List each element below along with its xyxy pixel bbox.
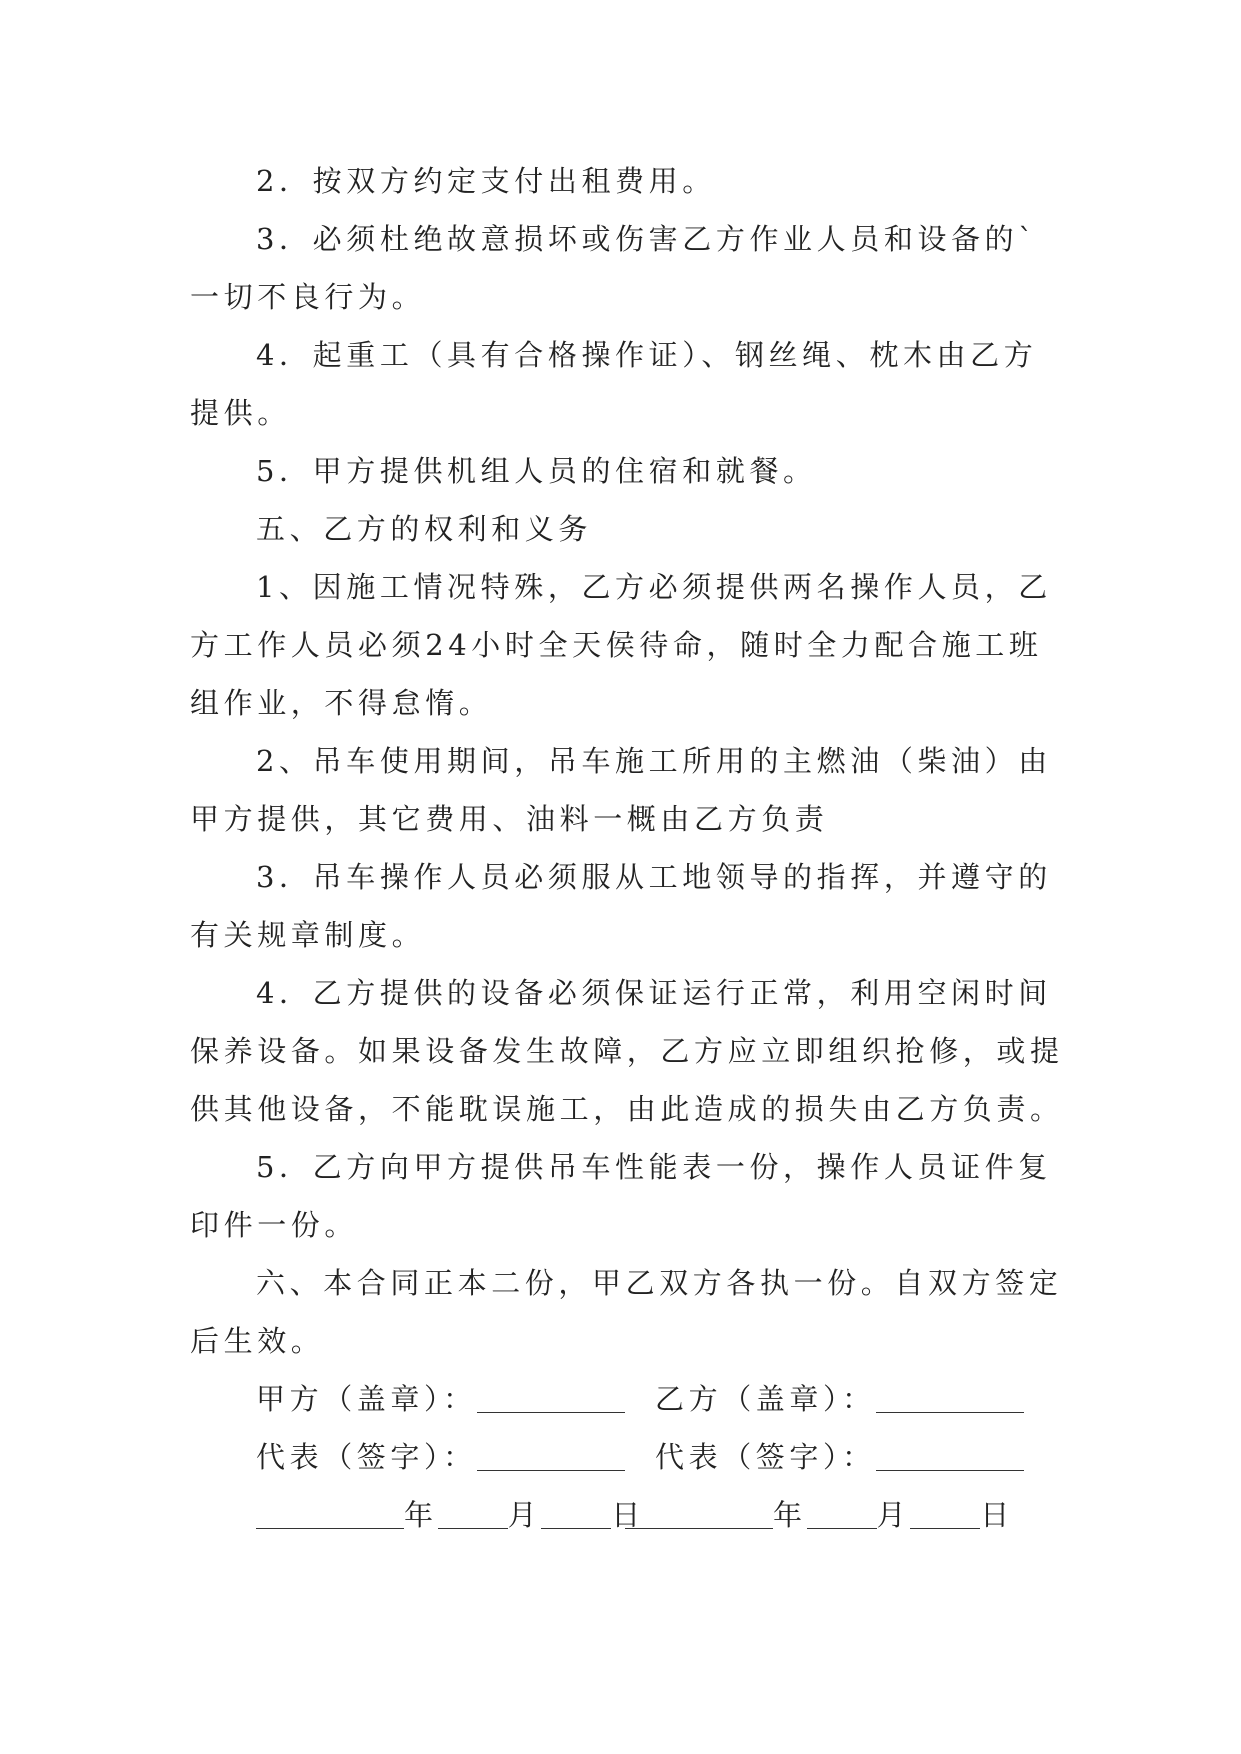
- party-b-day-blank[interactable]: [910, 1494, 980, 1529]
- party-b-date: [625, 1486, 1014, 1544]
- clause-b5-documents: 5．乙方向甲方提供吊车性能表一份，操作人员证件复印件一份。: [190, 1150, 1052, 1242]
- contract-body: [190, 152, 1070, 1544]
- party-a-day-blank[interactable]: [541, 1494, 611, 1529]
- party-b-seal: [655, 1370, 1024, 1428]
- party-a-rep: [256, 1428, 625, 1486]
- clause-b4-equipment: 4．乙方提供的设备必须保证运行正常，利用空闲时间保养设备。如果设备发生故障，乙方应立即组织抢修，或提供其他设备，不能耽误施工，由此造成的损失由乙方负责。: [190, 976, 1064, 1126]
- party-b-seal-blank[interactable]: [876, 1378, 1024, 1413]
- party-a-rep-label: 代表（签字）：: [256, 1440, 477, 1474]
- party-a-seal: [256, 1370, 625, 1428]
- party-a-seal-label: 甲方（盖章）：: [256, 1382, 477, 1416]
- clause-a3-no-damage: 3．必须杜绝故意损坏或伤害乙方作业人员和设备的`一切不良行为。: [190, 222, 1038, 314]
- party-b-day-label: 日: [980, 1498, 1014, 1532]
- party-b-year-label: 年: [773, 1498, 807, 1532]
- clause-a5-lodging: 5．甲方提供机组人员的住宿和就餐。: [256, 454, 817, 488]
- party-a-rep-blank[interactable]: [477, 1436, 625, 1471]
- party-a-month-blank[interactable]: [438, 1494, 508, 1529]
- signature-rep-row: [190, 1428, 1070, 1486]
- clause-a4-rigging: 4．起重工（具有合格操作证）、钢丝绳、枕木由乙方提供。: [190, 338, 1038, 430]
- clause-b1-operators: 1、因施工情况特殊，乙方必须提供两名操作人员，乙方工作人员必须24小时全天侯待命，随时全力配合施工班组作业，不得怠惰。: [190, 570, 1052, 720]
- signature-date-row: [190, 1486, 1070, 1544]
- party-b-seal-label: 乙方（盖章）：: [655, 1382, 876, 1416]
- party-b-month-blank[interactable]: [807, 1494, 877, 1529]
- clause-b3-rules: 3．吊车操作人员必须服从工地领导的指挥，并遵守的有关规章制度。: [190, 860, 1052, 952]
- party-b-rep: [655, 1428, 1024, 1486]
- clause-a2-payment: 2．按双方约定支付出租费用。: [256, 164, 716, 198]
- party-b-rep-label: 代表（签字）：: [655, 1440, 876, 1474]
- section-6-copies: 六、本合同正本二份，甲乙双方各执一份。自双方签定后生效。: [190, 1266, 1063, 1358]
- party-a-date: [256, 1486, 645, 1544]
- party-a-year-blank[interactable]: [256, 1494, 404, 1529]
- clause-b2-fuel: 2、吊车使用期间，吊车施工所用的主燃油（柴油）由甲方提供，其它费用、油料一概由乙方负责: [190, 744, 1052, 836]
- party-a-year-label: 年: [404, 1498, 438, 1532]
- signature-seal-row: [190, 1370, 1070, 1428]
- party-b-month-label: 月: [876, 1498, 911, 1532]
- party-a-day-label: 日: [611, 1498, 645, 1532]
- party-a-seal-blank[interactable]: [477, 1378, 625, 1413]
- party-b-year-blank[interactable]: [625, 1494, 773, 1529]
- party-a-month-label: 月: [507, 1498, 542, 1532]
- party-b-rep-blank[interactable]: [876, 1436, 1024, 1471]
- section-5-heading: 五、乙方的权利和义务: [256, 512, 593, 546]
